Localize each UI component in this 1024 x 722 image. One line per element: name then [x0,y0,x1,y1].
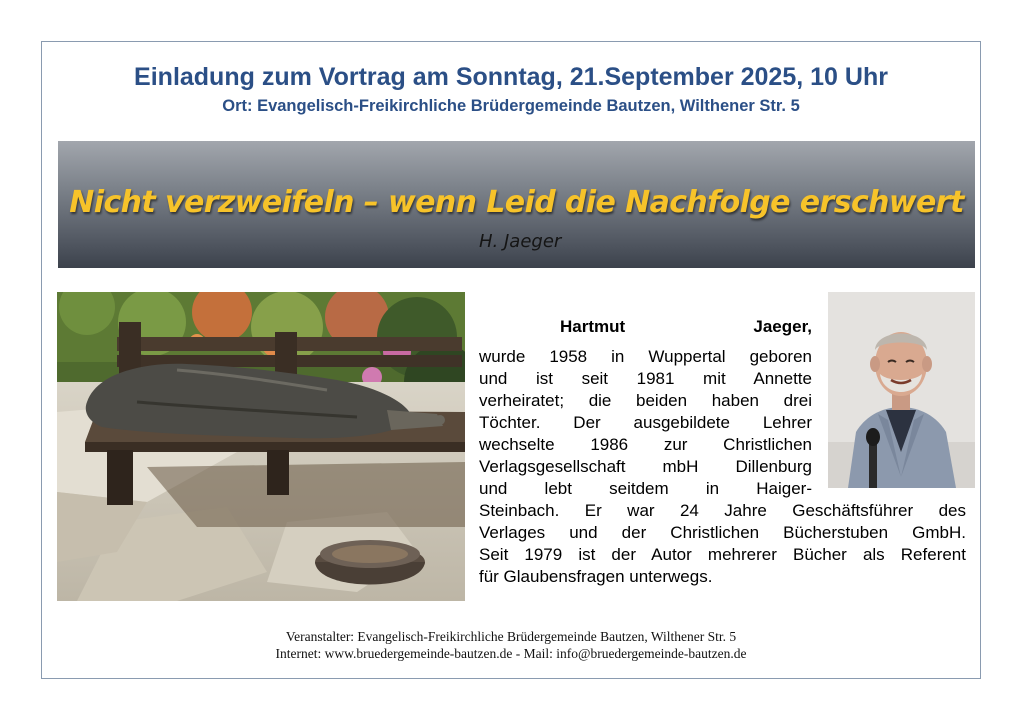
event-title: Einladung zum Vortrag am Sonntag, 21.September 2025, 10 Uhr [134,63,888,91]
bio-line: und ist seit 1981 mit Annette [479,369,812,388]
footer-organizer: Veranstalter: Evangelisch-Freikirchliche Brüdergemeinde Bautzen, Wilthener Str. 5 [285,629,737,644]
bio-line: wechselte 1986 zur Christlichen [479,435,812,454]
bio-line: Seit 1979 ist der Autor mehrerer Bücher als Referent [479,545,966,564]
speaker-name: Hartmut Jaeger, [560,317,812,336]
bench-sculpture-photo [57,292,465,601]
bio-line: wurde 1958 in Wuppertal geboren [479,347,812,366]
event-location: Ort: Evangelisch-Freikirchliche Brüdergemeinde Bautzen, Wilthener Str. 5 [222,97,800,115]
bio-line: Steinbach. Er war 24 Jahre Geschäftsführer des [479,501,966,520]
talk-title: Nicht verzweifeln – wenn Leid die Nachfolge erschwert [69,185,964,220]
title-banner [58,141,975,268]
bio-line: Töchter. Der ausgebildete Lehrer [479,413,812,432]
talk-author: H. Jaeger [479,231,562,252]
footer-contact: Internet: www.bruedergemeinde-bautzen.de - Mail: info@bruedergemeinde-bautzen.de [275,646,747,661]
bio-line: verheiratet; die beiden haben drei [479,391,812,410]
speaker-portrait-photo [828,292,975,488]
bio-line: und lebt seitdem in Haiger- [479,479,812,498]
bio-line: für Glaubensfragen unterwegs. [479,567,713,586]
bio-line: Verlagsgesellschaft mbH Dillenburg [479,457,812,476]
bio-line: Verlages und der Christlichen Bücherstuben GmbH. [479,523,966,542]
